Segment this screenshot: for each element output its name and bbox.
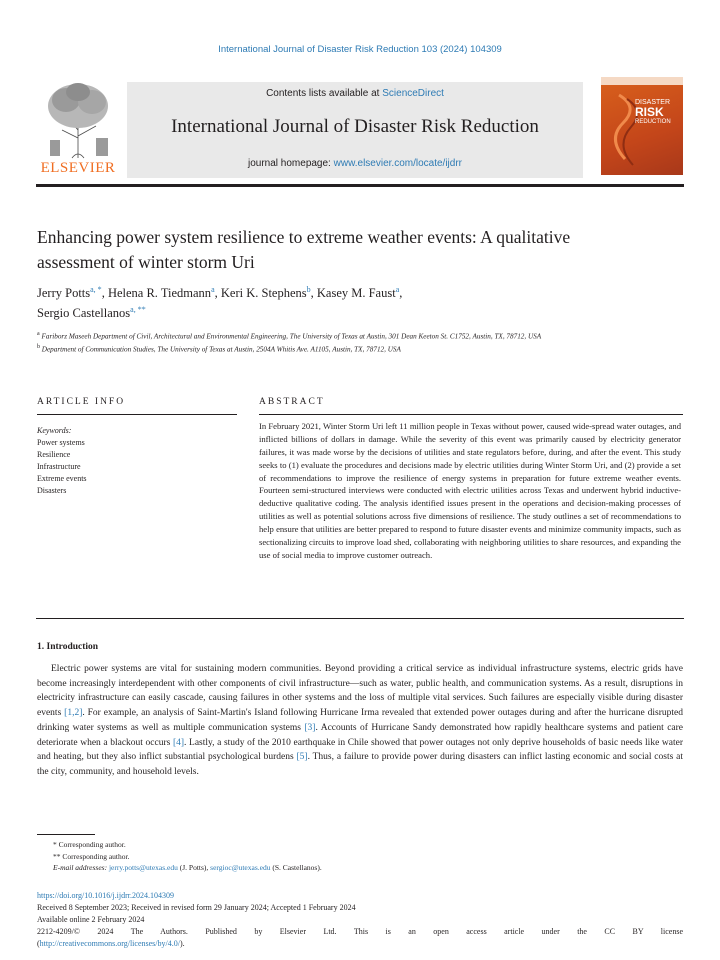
author-name[interactable]: Helena R. Tiedmann bbox=[107, 286, 212, 301]
doi-link[interactable]: https://doi.org/10.1016/j.ijdrr.2024.104309 bbox=[37, 891, 174, 900]
author-name[interactable]: Sergio Castellanos bbox=[37, 305, 131, 320]
email-owner: (S. Castellanos). bbox=[270, 863, 322, 873]
article-info-rule bbox=[37, 414, 237, 415]
email-owner: (J. Potts), bbox=[177, 863, 211, 873]
homepage-line bbox=[127, 158, 583, 169]
email-link[interactable]: sergioc@utexas.edu bbox=[210, 863, 271, 873]
author-name[interactable]: Keri K. Stephens bbox=[220, 286, 307, 301]
author-marks[interactable]: a, * bbox=[90, 285, 102, 294]
elsevier-logo bbox=[36, 80, 120, 180]
author-marks[interactable]: a bbox=[211, 285, 215, 294]
journal-citation: International Journal of Disaster Risk Reduction 103 (2024) 104309 bbox=[218, 44, 502, 55]
cover-word-risk: RISK bbox=[635, 105, 664, 120]
intro-text: . Lastly, a study of the 2010 earthquake in Chile showed that power outages not only deprive households of basic needs like water and heating, but they also inflict substantial psychological burdens bbox=[37, 737, 683, 763]
section-heading-introduction: 1. Introduction bbox=[37, 642, 99, 652]
citation-link[interactable]: [1,2] bbox=[64, 708, 83, 719]
affiliation-mark: a bbox=[37, 331, 40, 337]
keyword-item: Infrastructure bbox=[37, 462, 81, 471]
citation-link[interactable]: [5] bbox=[296, 752, 308, 763]
author-marks[interactable]: b bbox=[306, 285, 311, 294]
intro-text: . For example, an analysis of Saint-Martin's Island following Hurricane Irma revealed that extended power outages during and after the hurricane disrupted drinking water systems as well as multiple communication systems bbox=[37, 708, 683, 733]
footnotes bbox=[37, 839, 677, 874]
abstract-rule bbox=[259, 414, 683, 415]
elsevier-wordmark: ELSEVIER bbox=[40, 160, 116, 176]
author-marks[interactable]: a, ** bbox=[130, 304, 146, 314]
keywords-block bbox=[37, 425, 237, 497]
author-name[interactable]: Jerry Potts bbox=[37, 286, 91, 301]
cover-word-reduction: REDUCTION bbox=[635, 118, 671, 125]
keywords-label: Keywords: bbox=[37, 426, 72, 435]
sciencedirect-link[interactable]: ScienceDirect bbox=[382, 88, 444, 99]
header-divider bbox=[36, 184, 684, 187]
footnote-corresponding-2: ** Corresponding author. bbox=[53, 851, 130, 861]
abstract-divider bbox=[36, 618, 684, 619]
email-link[interactable]: jerry.potts@utexas.edu bbox=[108, 863, 178, 873]
affiliation-mark: b bbox=[37, 343, 40, 350]
affiliation-text: Fariborz Maseeh Department of Civil, Architectural and Environmental Engineering, The University of Texas at Austin, 301 Dean Keeton St. C1752, Austin, TX, 78712, USA bbox=[41, 332, 542, 341]
journal-masthead bbox=[127, 82, 583, 178]
keyword-item: Power systems bbox=[37, 438, 85, 447]
article-title: Enhancing power system resilience to extreme weather events: A qualitative assessment of winter storm Uri bbox=[37, 227, 571, 272]
cover-word-disaster: DISASTER bbox=[635, 99, 671, 106]
keyword-item: Resilience bbox=[37, 450, 71, 459]
affiliations bbox=[37, 330, 657, 355]
contents-prefix: Contents lists available at bbox=[266, 88, 383, 99]
license-link[interactable]: http://creativecommons.org/licenses/by/4.0/ bbox=[39, 939, 180, 948]
author-list: Jerry Potts$^{a, *}$, Helena R. Tiedmann$^a$, Keri K. Stephens$^b$, Kasey M. Faust$^a$, Sergio Castellanos$^{a, **}$ bbox=[37, 285, 403, 320]
footnote-corresponding-1: * Corresponding author. bbox=[53, 840, 126, 849]
license-close: ). bbox=[179, 939, 185, 948]
contents-line bbox=[127, 88, 583, 99]
intro-text: . Accounts of Hurricane Sandy demonstrated how rapidly healthcare systems and patient care deteriorate when a blackout occurs bbox=[37, 722, 684, 748]
publication-meta bbox=[37, 890, 683, 950]
homepage-prefix: journal homepage: bbox=[248, 158, 334, 169]
footnote-emails bbox=[37, 862, 677, 874]
footnote-divider bbox=[37, 834, 95, 835]
intro-text: Electric power systems are vital for sustaining modern communities. Beyond providing a critical service as individual infrastructure systems, electric grids have become increasingly interdependent with other components of civil infrastructure—such as water, public health, and communication systems. As a result, disruptions in electricity infrastructure can easily cascade, causing failures in other systems and the loss of multiple vital services. Such failures are especially visible during disaster events bbox=[37, 664, 683, 719]
journal-cover-image[interactable] bbox=[601, 77, 683, 175]
rights-statement: 2212-4209/© 2024 The Authors. Published by Elsevier Ltd. This is an open access article under the CC BY license bbox=[37, 927, 683, 936]
affiliation-text: Department of Communication Studies, The University of Texas at Austin, 2504A Whitis Ave. A1105, Austin, TX, 78712, USA bbox=[41, 344, 401, 353]
article-info-heading: ARTICLE INFO bbox=[37, 397, 126, 407]
keyword-item: Disasters bbox=[37, 486, 67, 495]
citation-link[interactable]: [3] bbox=[304, 722, 316, 733]
introduction-paragraph bbox=[37, 662, 683, 780]
license-line: (http://creativecommons.org/licenses/by/4.0/). bbox=[37, 939, 185, 948]
intro-text: . Thus, a failure to provide power during disasters can inflict lasting economic and social costs at the city, community, and household levels. bbox=[37, 752, 683, 778]
affiliation-a bbox=[37, 330, 657, 343]
journal-title: International Journal of Disaster Risk Reduction bbox=[171, 116, 539, 137]
journal-homepage-link[interactable]: www.elsevier.com/locate/ijdrr bbox=[333, 158, 462, 169]
author-name[interactable]: Kasey M. Faust bbox=[316, 286, 396, 301]
received-dates: Received 8 September 2023; Received in revised form 29 January 2024; Accepted 1 February 2024 bbox=[37, 903, 356, 912]
email-label: E-mail addresses: bbox=[53, 863, 109, 873]
keyword-item: Extreme events bbox=[37, 474, 87, 483]
abstract-heading: ABSTRACT bbox=[259, 397, 325, 407]
online-date: Available online 2 February 2024 bbox=[37, 915, 145, 924]
affiliation-b bbox=[37, 343, 657, 356]
author-marks[interactable]: a bbox=[395, 285, 400, 294]
abstract-text: In February 2021, Winter Storm Uri left 11 million people in Texas without power, caused wide-spread water outages, and inflicted billions of dollars in damage. While the severity of this event was primarily caused by electricity generator failures, it was made worse by the decisions of utilities and state regulators before, during, and after the event. This study seeks to (1) evaluate the procedures and decisions made by electric utilities during Winter Storm Uri, and (2) provide a set of recommendations to improve the resilience of energy systems in preparation for future extreme weather events. Fourteen semi-structured interviews were conducted with electric utilities across Texas and underwent hybrid inductive-deductive qualitative coding. The analysis identified issues present in the operations and decision-making processes of utilities as well as potential solutions across five dimensions of resilience. The study outlines a set of recommendations to help ensure that utilities are better prepared to respond to future disaster events and minimize community impacts, such as sectionalizing circuits to improve load shed, collaborating with neighboring utilities to share resources, and expanding the use of social media to improve customer outreach. bbox=[259, 421, 681, 560]
citation-link[interactable]: [4] bbox=[172, 737, 185, 748]
elsevier-tree-icon bbox=[36, 80, 120, 160]
